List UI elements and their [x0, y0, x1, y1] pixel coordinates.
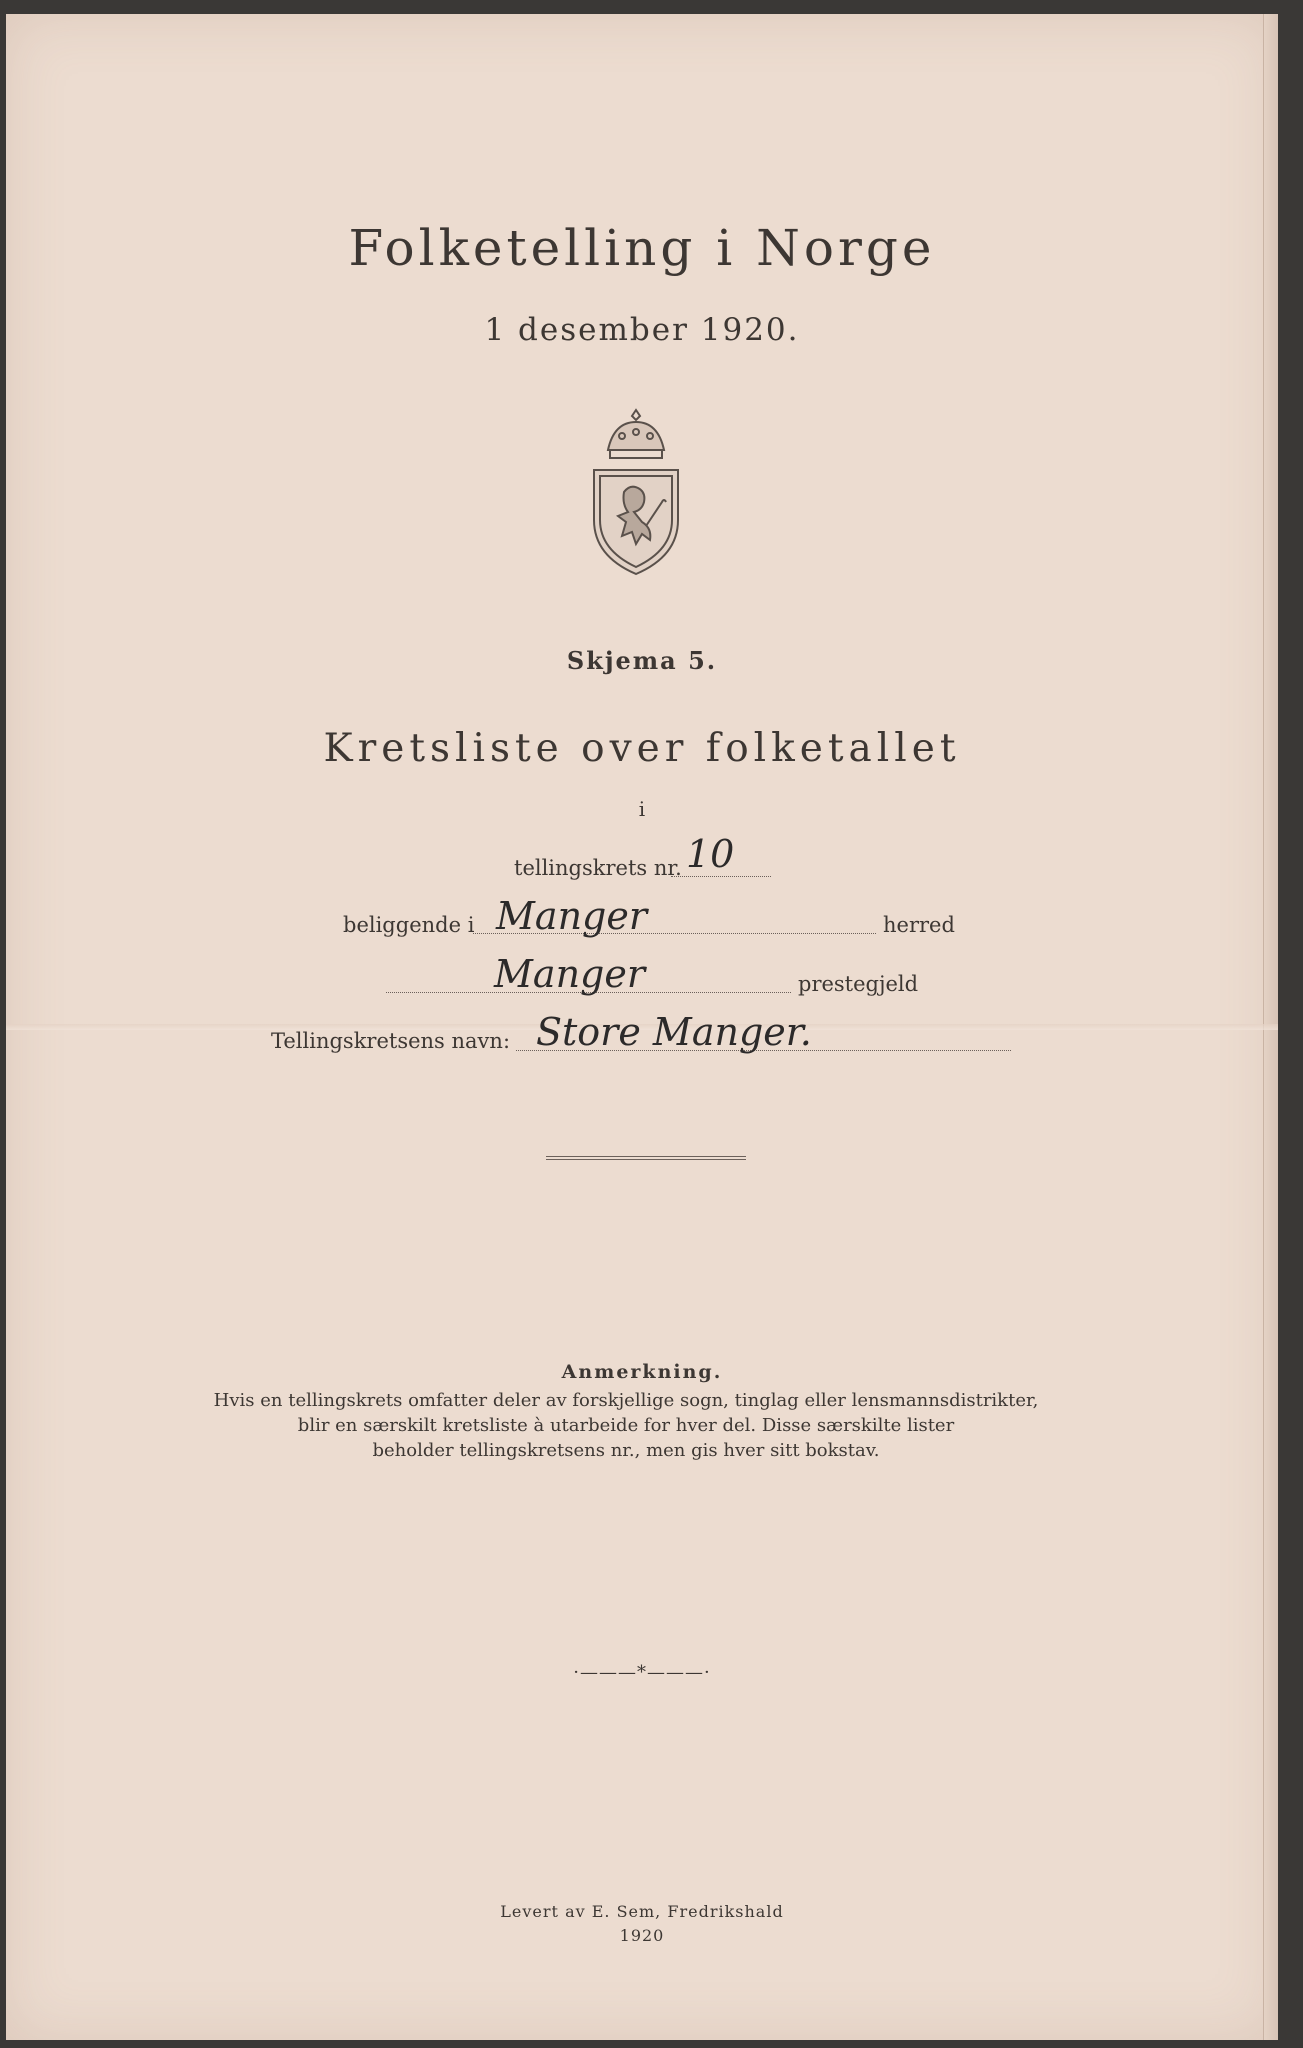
section-divider	[546, 1156, 746, 1160]
form-heading: Kretsliste over folketallet	[323, 726, 961, 771]
prestegjeld-value: Manger	[494, 952, 646, 996]
note-title: Anmerkning.	[561, 1361, 723, 1383]
norwegian-coat-of-arms-icon	[586, 406, 686, 578]
herred-label: herred	[883, 913, 955, 937]
printer-credit: Levert av E. Sem, Fredrikshald	[500, 1902, 784, 1921]
note-line-3: beholder tellingskretsens nr., men gis hver sitt bokstav.	[372, 1440, 880, 1461]
schema-number: Skjema 5.	[566, 646, 718, 675]
census-date: 1 desember 1920.	[484, 312, 800, 348]
prestegjeld-label: prestegjeld	[798, 972, 919, 996]
district-name-value: Store Manger.	[536, 1010, 812, 1054]
note-line-1: Hvis en tellingskrets omfatter deler av forskjellige sogn, tinglag eller lensmannsdistrikter,	[213, 1390, 1039, 1411]
district-number-line	[671, 876, 771, 877]
note-line-2: blir en særskilt kretsliste à utarbeide for hver del. Disse særskilte lister	[297, 1415, 955, 1436]
herred-value: Manger	[496, 894, 648, 938]
document-title: Folketelling i Norge	[348, 219, 936, 277]
ornament-divider: ·———*———·	[573, 1662, 711, 1683]
connector-word: i	[638, 797, 646, 821]
census-form-page	[6, 14, 1278, 2040]
print-year: 1920	[619, 1926, 665, 1945]
district-name-label: Tellingskretsens navn:	[271, 1029, 511, 1053]
district-number-label: tellingskrets nr.	[514, 856, 682, 880]
district-number-value: 10	[686, 832, 735, 876]
note-text	[176, 1388, 1076, 1463]
located-label: beliggende i	[343, 913, 475, 937]
